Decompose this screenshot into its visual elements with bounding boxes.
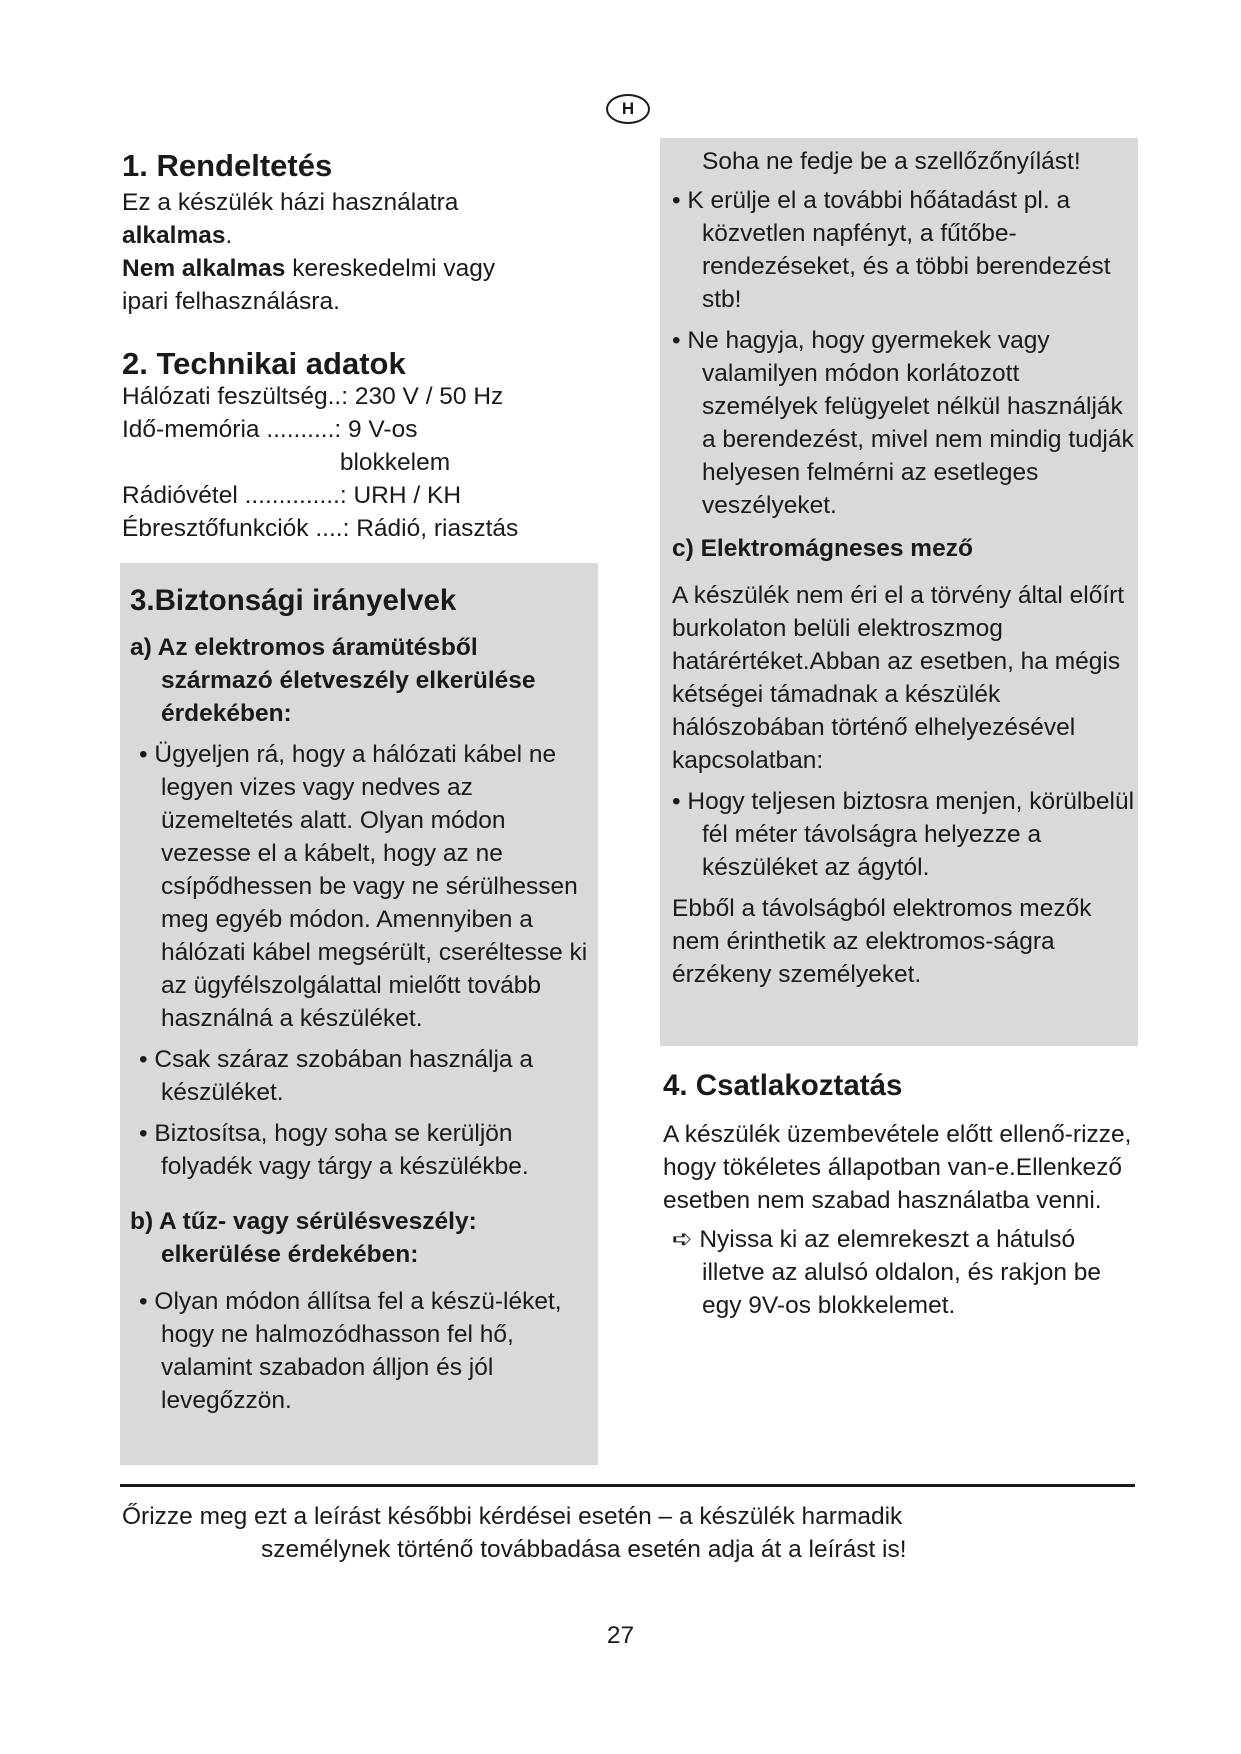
ventilation-line: Soha ne fedje be a szellőzőnyílást! (702, 148, 1081, 175)
safety-b-title: b) A tűz- vagy sérülésveszély: elkerülése érdekében: (130, 1208, 477, 1268)
section-4-title: 4. Csatlakoztatás (663, 1069, 903, 1102)
safety-continued (672, 145, 1136, 991)
safety-b-bullet: • Olyan módon állítsa fel a készü-léket, hogy ne halmozódhasson fel hő, valamint szabadon álljon és jól levegőzzön. (139, 1288, 562, 1414)
section-1-title: 1. Rendeltetés (122, 148, 333, 183)
section-2-title: 2. Technikai adatok (122, 346, 406, 381)
not-suitable-rest: kereskedelmi vagy (285, 255, 496, 282)
not-suitable-label: Nem alkalmas (122, 255, 286, 282)
battery-step: ➪ Nyissa ki az elemrekeszt a hátulsó illetve az alulsó oldalon, és rakjon be egy 9V-os blokkelemet. (672, 1226, 1102, 1319)
intended-use-line-3 (122, 252, 592, 285)
safety-a-bullet-1: • Ügyeljen rá, hogy a hálózati kábel ne legyen vizes vagy nedves az üzemeltetés alatt. Olyan módon vezesse el a kábelt, hogy az ne csípődhessen be vagy ne sérülhessen meg egyéb módon. Amennyiben a hálózati kábel megsérült, cseréltesse ki az ügyfélszolgálattal mielőtt tovább használná a készüléket. (139, 741, 588, 1032)
spec-memory: Idő-memória ..........: 9 V-os (122, 416, 418, 443)
intended-use-line-1: Ez a készülék házi használatra (122, 189, 459, 216)
page-number: 27 (606, 1622, 635, 1649)
intended-use-line-2 (122, 219, 592, 252)
spec-alarm: Ébresztőfunkciók ....: Rádió, riasztás (122, 515, 519, 542)
intended-use-line-4: ipari felhasználásra. (122, 288, 340, 315)
footer-line-2: személynek történő továbbadása esetén adja át a leírást is! (261, 1536, 907, 1563)
footer-note (122, 1500, 1132, 1566)
emf-paragraph: A készülék nem éri el a törvény által előírt burkolaton belüli elektroszmog határértéket.Abban az esetben, ha mégis kétségei támadnak a készülék hálószobában történő elhelyezésével kapcsolatban: (672, 582, 1125, 774)
children-bullet: • Ne hagyja, hogy gyermekek vagy valamilyen módon korlátozott személyek felügyelet nélkül használják a berendezést, mivel nem mindig tudják helyesen felmérni az esetleges veszélyeket. (672, 327, 1134, 519)
emf-paragraph-2: Ebből a távolságból elektromos mezők nem érinthetik az elektromos-ságra érzékeny személyeket. (672, 895, 1092, 988)
emf-bullet: • Hogy teljesen biztosra menjen, körülbelül fél méter távolságra helyezze a készüléket az ágytól. (672, 788, 1135, 881)
suitable-label: alkalmas (122, 222, 226, 249)
section-safety (130, 583, 596, 1417)
spec-memory-cont: blokkelem (122, 449, 451, 476)
section-intended-use (122, 148, 592, 318)
spec-radio: Rádióvétel ..............: URH / KH (122, 482, 462, 509)
section-connection (663, 1068, 1133, 1322)
safety-a-bullet-3: • Biztosítsa, hogy soha se kerüljön folyadék vagy tárgy a készülékbe. (139, 1120, 529, 1180)
language-badge: H (606, 94, 650, 124)
spec-voltage: Hálózati feszültség..: 230 V / 50 Hz (122, 383, 504, 410)
footer-divider (120, 1484, 1135, 1487)
safety-a-bullet-2: • Csak száraz szobában használja a készüléket. (139, 1046, 533, 1106)
heat-bullet: • K erülje el a további hőátadást pl. a közvetlen napfényt, a fűtőbe-rendezéseket, és a többi berendezést stb! (672, 187, 1111, 313)
section-technical-data (122, 348, 602, 545)
suitable-rest: . (225, 222, 233, 249)
footer-line-1: Őrizze meg ezt a leírást későbbi kérdései esetén – a készülék harmadik (122, 1503, 903, 1530)
section-3-title: 3.Biztonsági irányelvek (130, 584, 457, 617)
connection-paragraph: A készülék üzembevétele előtt ellenő-rizze, hogy tökéletes állapotban van-e.Ellenkező esetben nem szabad használatba venni. (663, 1121, 1132, 1214)
safety-a-title: a) Az elektromos áramütésből származó életveszély elkerülése érdekében: (130, 634, 536, 727)
safety-c-title: c) Elektromágneses mező (672, 535, 973, 562)
